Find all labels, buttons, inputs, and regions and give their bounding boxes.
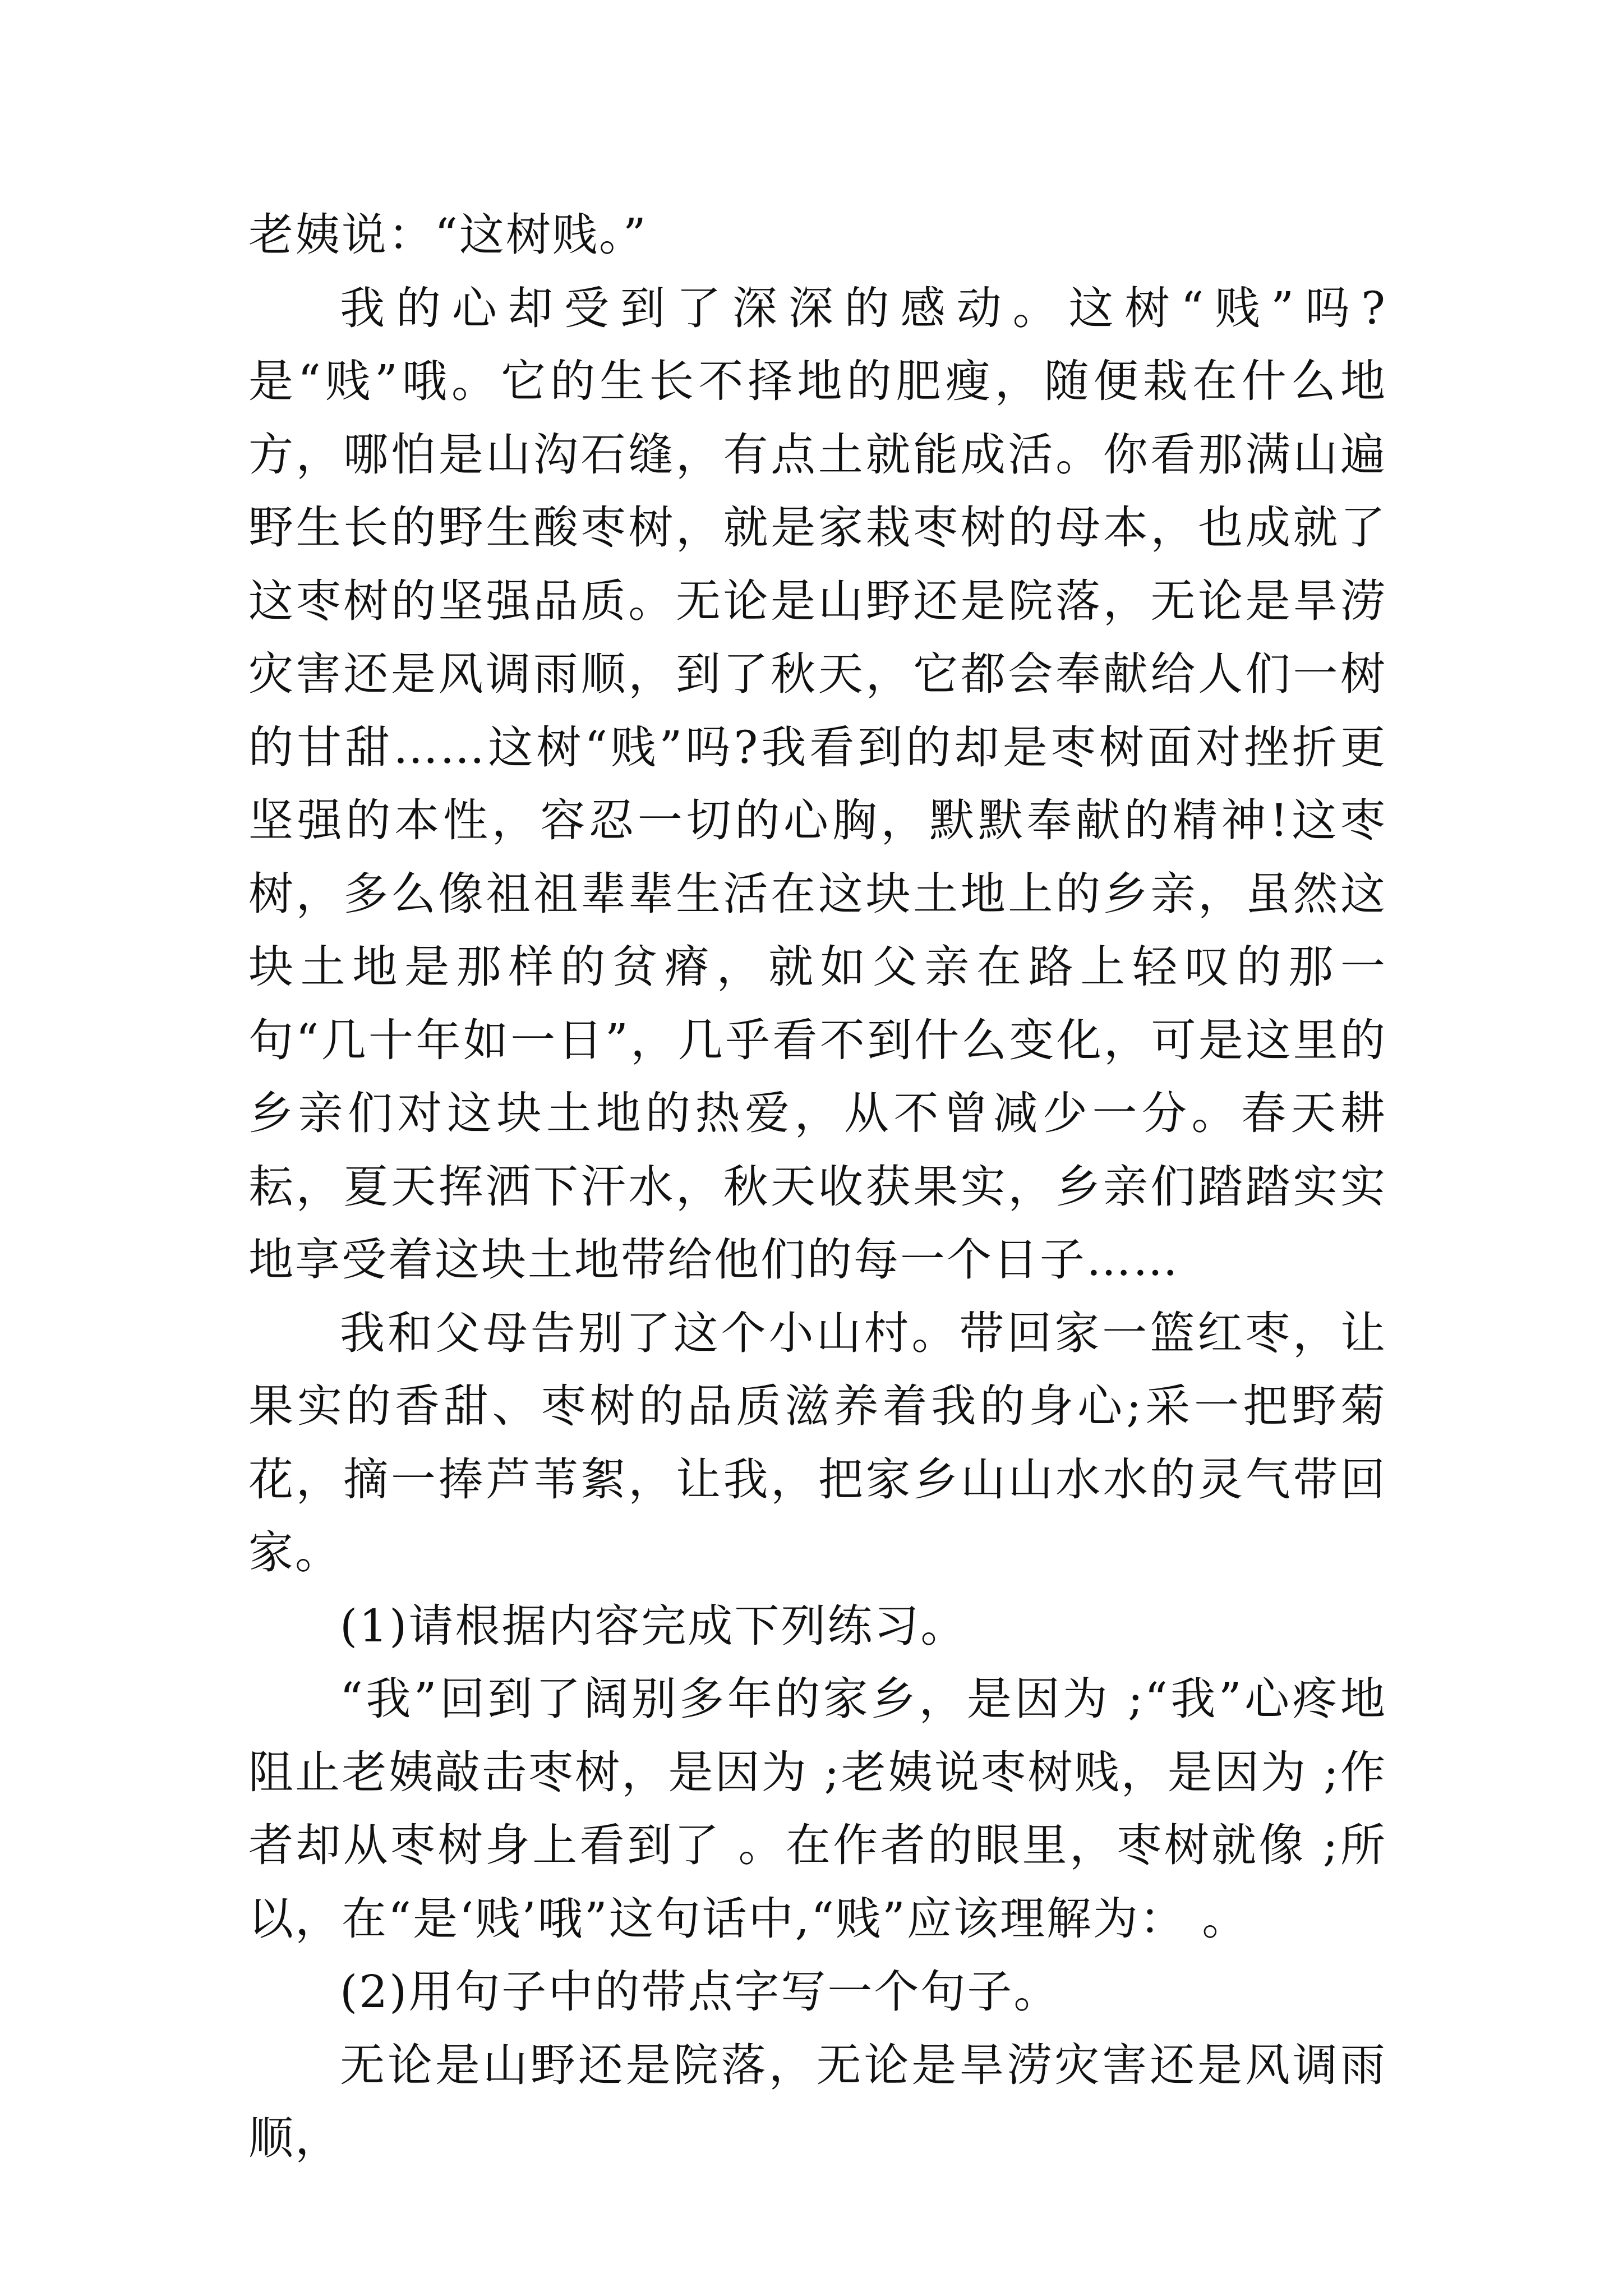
document-body	[248, 199, 1387, 2175]
question-1-blanks: “我”回到了阔别多年的家乡，是因为 ;“我”心疼地阻止老姨敲击枣树，是因为 ;老姨说枣树贱，是因为 ;作者却从枣树身上看到了 。在作者的眼里，枣树就像 ;所以，在“是‘贱’哦”这句话中,“贱”应该理解为： 。	[248, 1673, 1387, 1945]
paragraph-farewell: 我和父母告别了这个小山村。带回家一篮红枣，让果实的香甜、枣树的品质滋养着我的身心;采一把野菊花，摘一捧芦苇絮，让我，把家乡山山水水的灵气带回家。	[248, 1306, 1387, 1579]
question-2-sentence: 无论是山野还是院落，无论是旱涝灾害还是风调雨顺，	[248, 2039, 1387, 2164]
paragraph-jujube-reflection: 我的心却受到了深深的感动。这树“贱”吗?是“贱”哦。它的生长不择地的肥瘦，随便栽在什么地方，哪怕是山沟石缝，有点土就能成活。你看那满山遍野生长的野生酸枣树，就是家栽枣树的母本，也成就了这枣树的坚强品质。无论是山野还是院落，无论是旱涝灾害还是风调雨顺，到了秋天，它都会奉献给人们一树的甘甜……这树“贱”吗?我看到的却是枣树面对挫折更坚强的本性，容忍一切的心胸，默默奉献的精神!这枣树，多么像祖祖辈辈生活在这块土地上的乡亲，虽然这块土地是那样的贫瘠，就如父亲在路上轻叹的那一句“几十年如一日”，几乎看不到什么变化，可是这里的乡亲们对这块土地的热爱，从不曾减少一分。春天耕耘，夏天挥洒下汗水，秋天收获果实，乡亲们踏踏实实地享受着这块土地带给他们的每一个日子……	[248, 282, 1387, 1286]
question-2-prompt: (2)用句子中的带点字写一个句子。	[340, 1966, 1061, 2018]
paragraph-aunt-quote: 老姨说：“这树贱。”	[248, 209, 648, 261]
question-1-prompt: (1)请根据内容完成下列练习。	[340, 1599, 967, 1652]
